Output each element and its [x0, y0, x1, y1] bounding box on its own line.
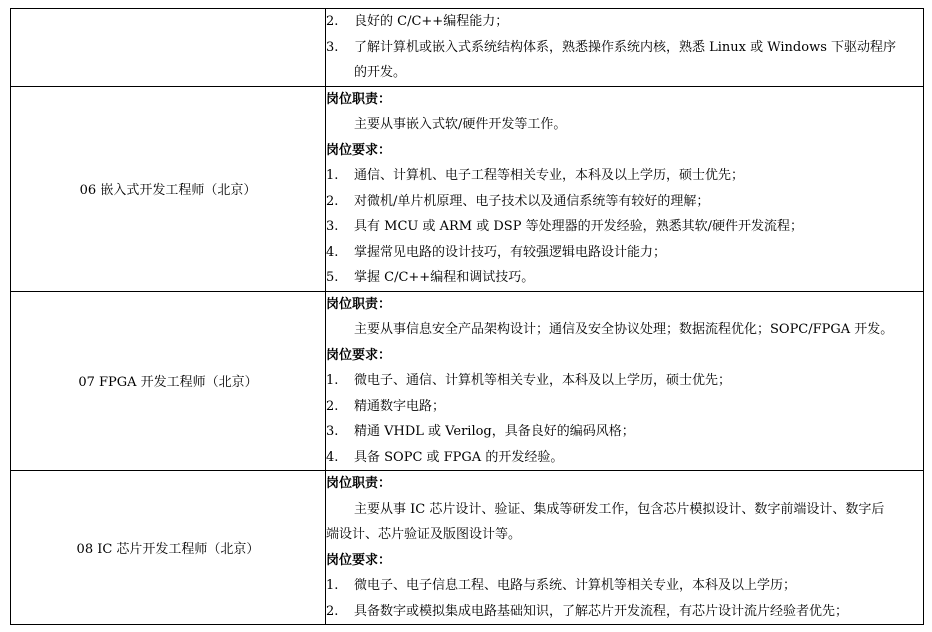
- duty-text-continuation: 端设计、芯片验证及版图设计等。: [326, 527, 522, 542]
- req-item: 2. 具备数字或模拟集成电路基础知识，了解芯片开发流程，有芯片设计流片经验者优先；: [326, 603, 849, 619]
- job-title-cell: 07 FPGA 开发工程师（北京）: [11, 291, 326, 471]
- requirement-heading: 岗位要求：: [326, 347, 392, 363]
- job-detail-cell: [326, 471, 924, 625]
- req-item: 2. 良好的 C/C++编程能力；: [326, 14, 509, 29]
- job-table: [10, 8, 924, 625]
- job-title-cell: 08 IC 芯片开发工程师（北京）: [11, 471, 326, 625]
- job-row: [11, 291, 924, 471]
- job-detail-cell: [326, 291, 924, 471]
- job-row: [11, 471, 924, 625]
- job-row: [11, 9, 924, 87]
- req-item: 1. 通信、计算机、电子工程等相关专业，本科及以上学历，硕士优先；: [326, 168, 745, 183]
- job-row: [11, 86, 924, 291]
- duty-heading: 岗位职责：: [326, 296, 392, 312]
- req-item: 4. 掌握常见电路的设计技巧，有较强逻辑电路设计能力；: [326, 244, 667, 260]
- req-item: 4. 具备 SOPC 或 FPGA 的开发经验。: [326, 449, 564, 465]
- req-item: 2. 对微机/单片机原理、电子技术以及通信系统等有较好的理解；: [326, 193, 710, 209]
- duty-text: 主要从事嵌入式软/硬件开发等工作。: [354, 117, 567, 132]
- job-detail-cell: [326, 86, 924, 291]
- req-item: 1. 微电子、通信、计算机等相关专业，本科及以上学历，硕士优先；: [326, 373, 732, 388]
- duty-heading: 岗位职责：: [326, 91, 392, 107]
- duty-text: 主要从事 IC 芯片设计、验证、集成等研发工作，包含芯片模拟设计、数字前端设计、数字后: [354, 501, 885, 517]
- job-title-cell: 06 嵌入式开发工程师（北京）: [11, 86, 326, 291]
- req-item: 3. 了解计算机或嵌入式系统结构体系，熟悉操作系统内核，熟悉 Linux 或 Windows 下驱动程序: [326, 39, 897, 55]
- requirement-heading: 岗位要求：: [326, 142, 392, 158]
- req-item: 5. 掌握 C/C++编程和调试技巧。: [326, 270, 535, 285]
- requirement-heading: 岗位要求：: [326, 552, 392, 568]
- job-title-cell: [11, 9, 326, 87]
- duty-heading: 岗位职责：: [326, 476, 392, 491]
- req-item: 2. 精通数字电路；: [326, 398, 446, 414]
- job-detail-cell: [326, 9, 924, 87]
- duty-text: 主要从事信息安全产品架构设计；通信及安全协议处理；数据流程优化；SOPC/FPGA 开发。: [354, 322, 894, 337]
- req-item: 3. 具有 MCU 或 ARM 或 DSP 等处理器的开发经验，熟悉其软/硬件开发流程；: [326, 219, 803, 234]
- req-item: 3. 精通 VHDL 或 Verilog，具备良好的编码风格；: [326, 424, 635, 439]
- req-item: 1. 微电子、电子信息工程、电路与系统、计算机等相关专业，本科及以上学历；: [326, 578, 797, 593]
- req-item-continuation: 的开发。: [354, 65, 407, 80]
